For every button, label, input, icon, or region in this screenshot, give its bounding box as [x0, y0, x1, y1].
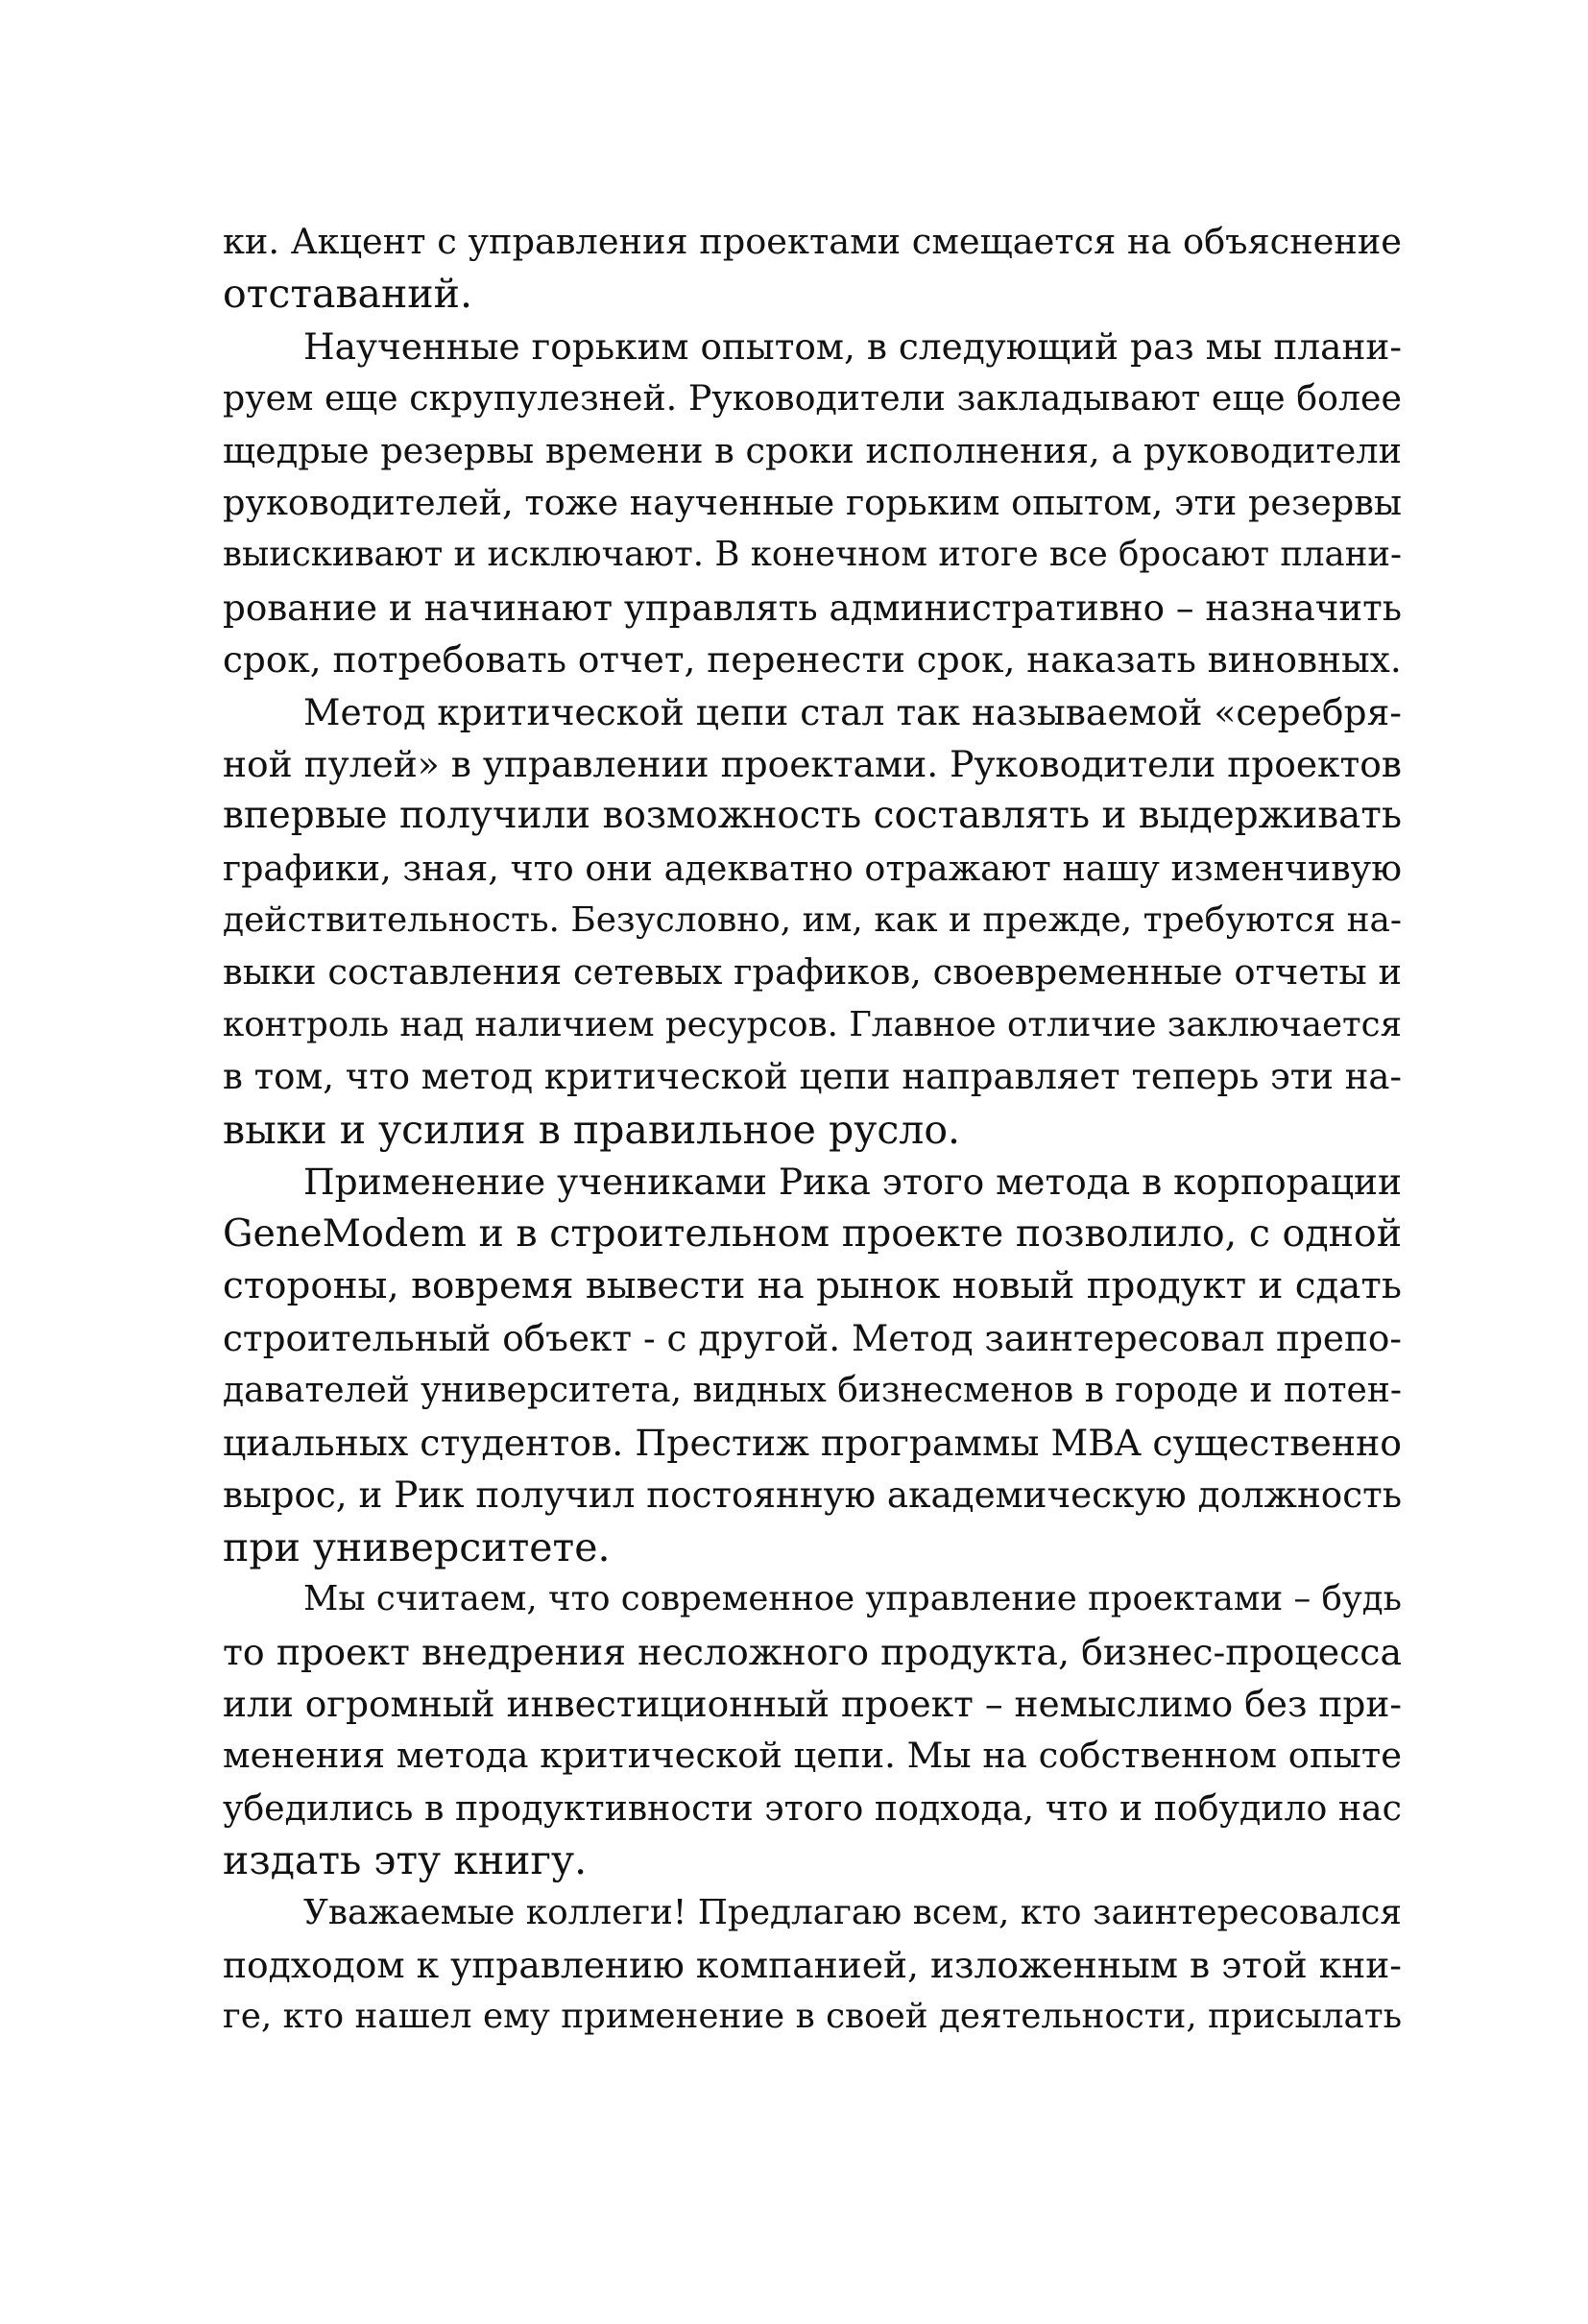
text-line: менения метода критической цепи. Мы на собственном опыте: [223, 1735, 1402, 1777]
text-line: стороны, вовремя вывести на рынок новый продукт и сдать: [223, 1263, 1402, 1307]
text-line: при университете.: [223, 1523, 611, 1570]
body-text: [223, 216, 1402, 2044]
text-line: щедрые резервы времени в сроки исполнения, а руководители: [223, 429, 1402, 471]
text-line: подходом к управлению компанией, изложенным в этой кни-: [223, 1943, 1402, 1986]
text-line: Метод критической цепи стал так называемой «серебря-: [303, 690, 1402, 733]
text-line: контроль над наличием ресурсов. Главное отличие заключается: [223, 1004, 1402, 1044]
text-line: Применение учениками Рика этого метода в корпорации: [303, 1161, 1402, 1204]
text-line: GeneModem и в строительном проекте позволило, с одной: [223, 1211, 1402, 1257]
paragraph-3: [223, 686, 1402, 1157]
text-line: ной пулей» в управлении проектами. Руководители проектов: [223, 742, 1402, 785]
text-line: издать эту книгу.: [223, 1837, 588, 1884]
text-line: то проект внедрения несложного продукта, бизнес-процесса: [223, 1630, 1402, 1673]
text-line: впервые получили возможность составлять и выдерживать: [223, 794, 1402, 838]
paragraph-2: [223, 321, 1402, 686]
paragraph-4: [223, 1156, 1402, 1573]
paragraph-6: [223, 1887, 1402, 2044]
text-line: в том, что метод критической цепи направляет теперь эти на-: [223, 1056, 1402, 1098]
text-line: вырос, и Рик получил постоянную академическую должность: [223, 1473, 1402, 1517]
paragraph-1: [223, 216, 1402, 321]
text-line: графики, зная, что они адекватно отражают нашу изменчивую: [223, 847, 1402, 889]
text-line: выискивают и исключают. В конечном итоге все бросают плани-: [223, 535, 1402, 575]
paragraph-5: [223, 1573, 1402, 1886]
text-line: срок, потребовать отчет, перенести срок, наказать виновных.: [223, 638, 1402, 682]
text-line: руем еще скрупулезней. Руководители закладывают еще более: [223, 377, 1402, 419]
text-line: давателей университета, видных бизнесменов в городе и потен-: [223, 1370, 1402, 1410]
text-line: Уважаемые коллеги! Предлагаю всем, кто заинтересовался: [303, 1892, 1402, 1932]
text-line: действительность. Безусловно, им, как и прежде, требуются на-: [223, 900, 1402, 941]
text-line: рование и начинают управлять административно – назначить: [223, 586, 1402, 629]
text-line: Мы считаем, что современное управление проектами – будь: [303, 1579, 1402, 1619]
text-line: ки. Акцент с управления проектами смещается на объяснение: [223, 221, 1402, 262]
text-line: или огромный инвестиционный проект – немыслимо без при-: [223, 1682, 1402, 1725]
text-line: отставаний.: [223, 271, 472, 318]
text-line: ге, кто нашел ему применение в своей деятельности, присылать: [223, 1997, 1402, 2037]
text-line: Наученные горьким опытом, в следующий раз мы плани-: [303, 324, 1402, 368]
text-line: выки и усилия в правильное русло.: [223, 1106, 961, 1153]
text-line: руководителей, тоже наученные горьким опытом, эти резервы: [223, 481, 1402, 523]
text-line: выки составления сетевых графиков, своевременные отчеты и: [223, 951, 1402, 994]
text-line: циальных студентов. Престиж программы MBA существенно: [223, 1421, 1402, 1464]
text-line: убедились в продуктивности этого подхода, что и побудило нас: [223, 1786, 1402, 1829]
text-line: строительный объект - с другой. Метод заинтересовал препо-: [223, 1317, 1402, 1360]
